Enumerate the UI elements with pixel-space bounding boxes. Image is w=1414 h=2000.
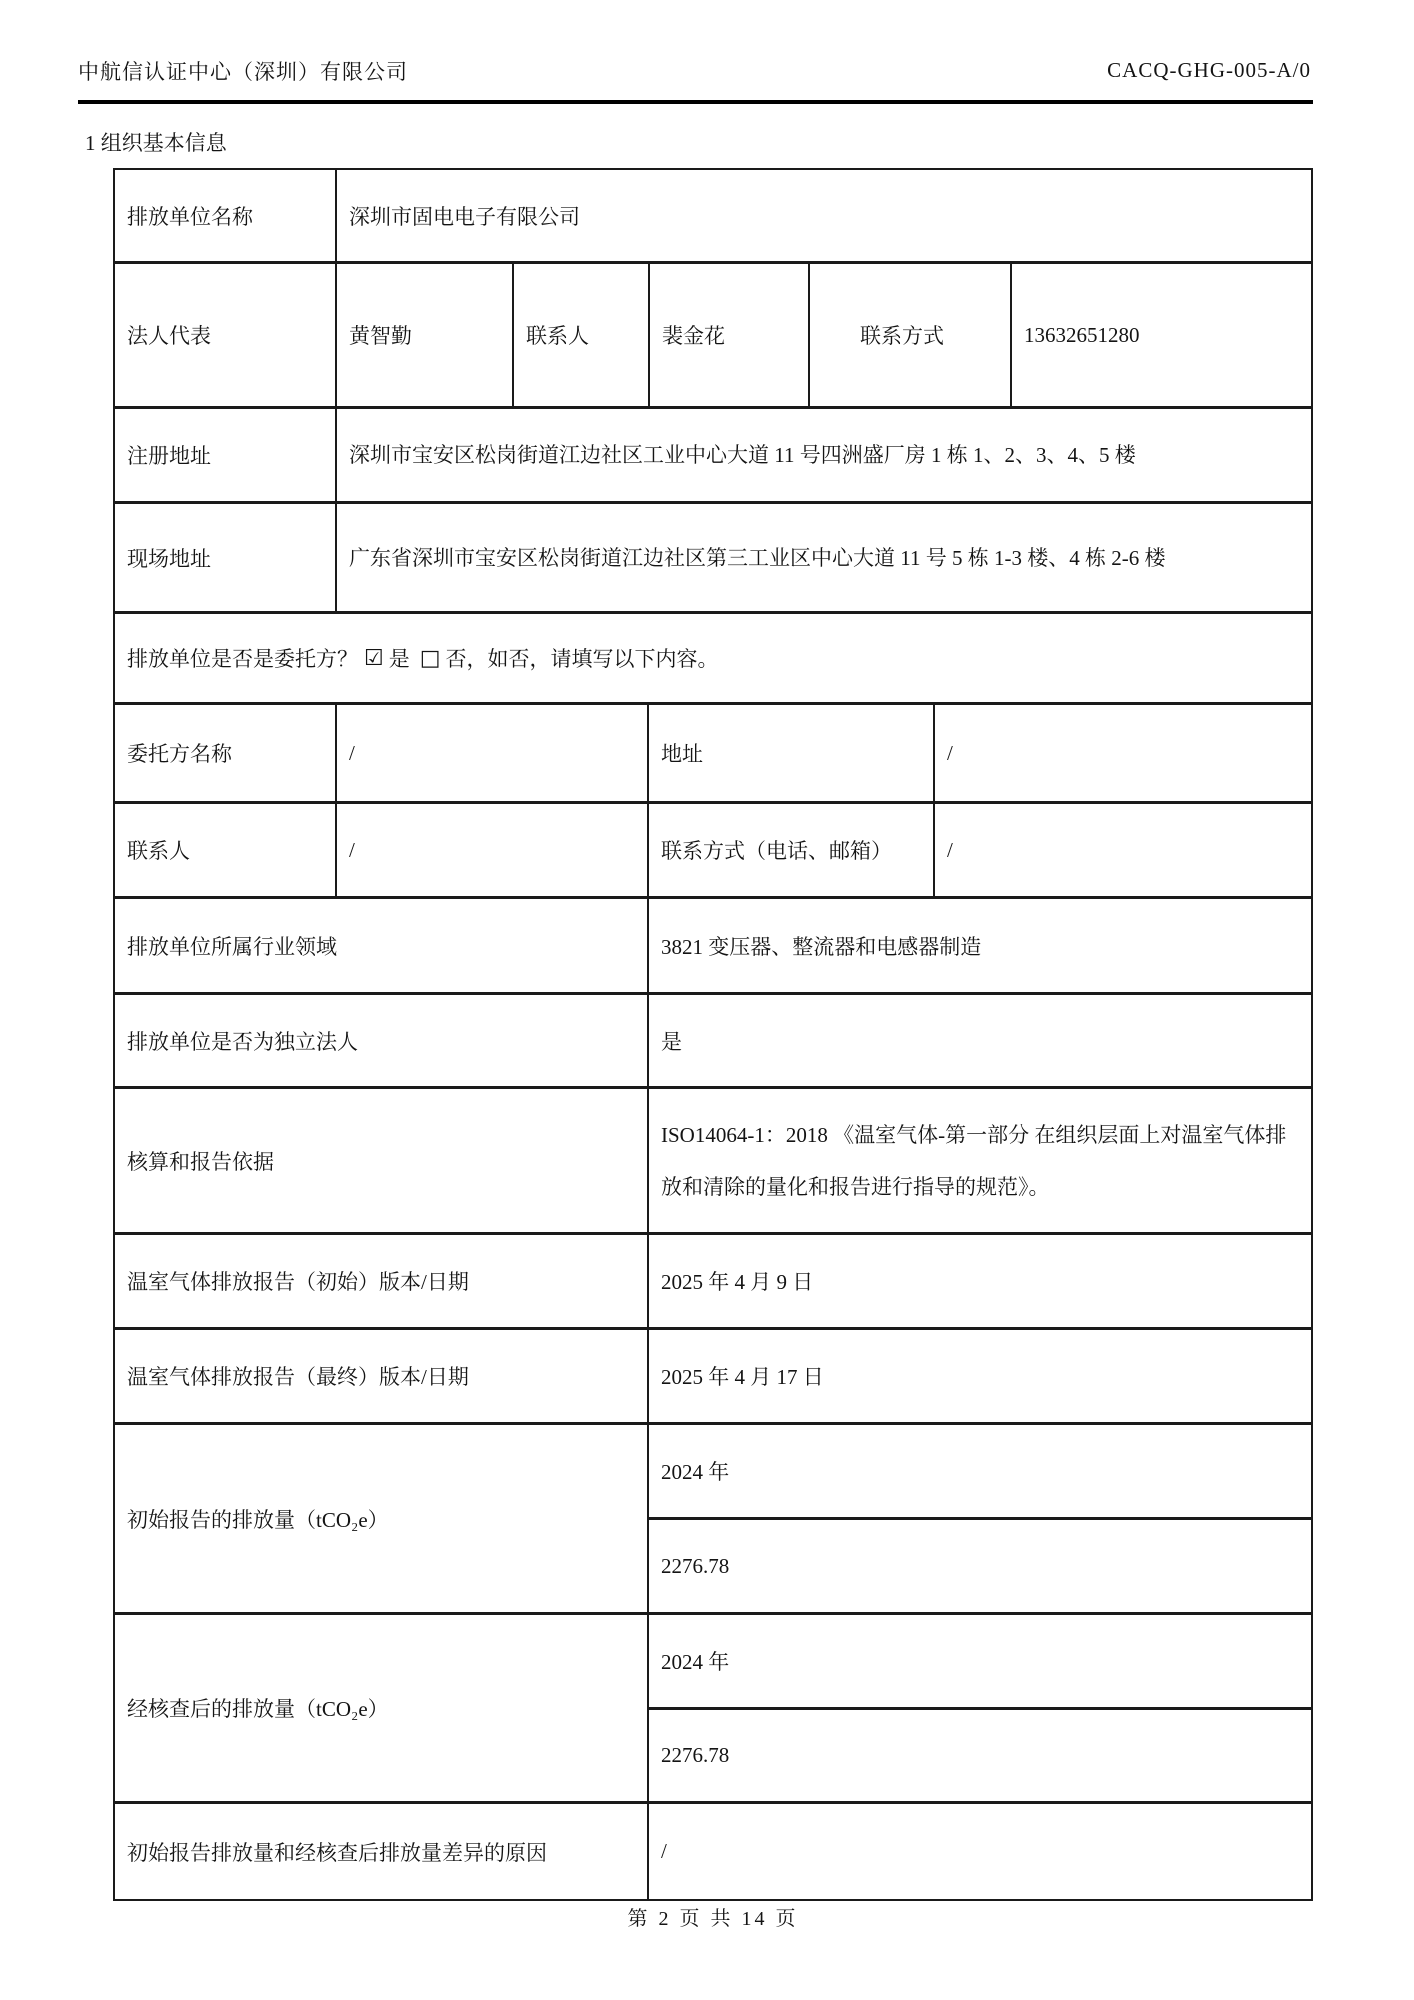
verified-emission-value: 2276.78: [661, 1742, 730, 1767]
table-row-site-address: [115, 504, 1311, 614]
site-address-label: 现场地址: [115, 504, 337, 611]
site-address-value: 广东省深圳市宝安区松岗街道江边社区第三工业区中心大道 11 号 5 栋 1-3 楼、4 栋 2-6 楼: [349, 545, 1166, 570]
independent-label: 排放单位是否为独立法人: [115, 995, 649, 1086]
table-row-unit-name: [115, 170, 1311, 264]
table-row-initial-report: [115, 1235, 1311, 1330]
final-report-value: 2025 年 4 月 17 日: [661, 1365, 824, 1389]
basis-value: ISO14064-1：2018 《温室气体-第一部分 在组织层面上对温室气体排放和清除的量化和报告进行指导的规范》。: [661, 1122, 1287, 1199]
checked-checkbox-icon: ☑: [364, 645, 384, 671]
difference-reason-value: /: [661, 1839, 667, 1863]
legal-rep-label: 法人代表: [115, 264, 337, 406]
table-row-verified-emission: [115, 1615, 1311, 1804]
table-row-final-report: [115, 1330, 1311, 1425]
contact-value: 裴金花: [650, 264, 810, 406]
client-contact-label: 联系人: [115, 804, 337, 896]
initial-report-value: 2025 年 4 月 9 日: [661, 1270, 814, 1294]
client-name-value: /: [337, 705, 649, 801]
section-title: 1 组织基本信息: [85, 131, 227, 155]
unit-name-label: 排放单位名称: [115, 170, 337, 261]
independent-value: 是: [661, 1029, 682, 1054]
header-rule: [78, 100, 1313, 104]
initial-report-label: 温室气体排放报告（初始）版本/日期: [115, 1235, 649, 1327]
table-row-client-question: [115, 614, 1311, 705]
unchecked-checkbox-icon: □: [419, 645, 441, 671]
initial-emission-values: [649, 1425, 1311, 1612]
header-company-name: 中航信认证中心（深圳）有限公司: [78, 60, 408, 84]
table-row-client-contact: [115, 804, 1311, 899]
client-address-label: 地址: [649, 705, 935, 801]
client-phone-label: 联系方式（电话、邮箱）: [649, 804, 935, 896]
client-phone-value: /: [947, 837, 953, 862]
client-question-yes-label: 是: [388, 647, 410, 671]
client-name-label: 委托方名称: [115, 705, 337, 801]
registered-address-label: 注册地址: [115, 409, 337, 501]
table-row-industry: [115, 899, 1311, 995]
basis-label: 核算和报告依据: [115, 1089, 649, 1232]
client-address-value: /: [947, 740, 953, 765]
verified-emission-values: [649, 1615, 1311, 1801]
table-row-basis: [115, 1089, 1311, 1235]
header-doc-code: CACQ-GHG-005-A/0: [1107, 58, 1311, 82]
verified-emission-year: 2024 年: [649, 1615, 1311, 1710]
client-question-no-label: 否，如否，请填写以下内容。: [445, 647, 719, 671]
client-question-cell: [115, 614, 1311, 702]
table-row-initial-emission: [115, 1425, 1311, 1615]
table-row-client-name: [115, 705, 1311, 804]
table-row-legal-rep: [115, 264, 1311, 409]
client-question-text: 排放单位是否是委托方？: [127, 647, 358, 671]
difference-reason-label: 初始报告排放量和经核查后排放量差异的原因: [115, 1804, 649, 1899]
industry-value: 3821 变压器、整流器和电感器制造: [661, 934, 982, 959]
phone-value: 13632651280: [1024, 322, 1140, 347]
registered-address-value: 深圳市宝安区松岗街道江边社区工业中心大道 11 号四洲盛厂房 1 栋 1、2、3、4、5 楼: [349, 443, 1136, 467]
page-number: 第 2 页 共 14 页: [627, 1908, 799, 1930]
client-contact-value: /: [337, 804, 649, 896]
table-row-registered-address: [115, 409, 1311, 504]
contact-label: 联系人: [514, 264, 650, 406]
legal-rep-value: 黄智勤: [337, 264, 514, 406]
table-row-difference-reason: [115, 1804, 1311, 1899]
initial-emission-year: 2024 年: [649, 1425, 1311, 1520]
industry-label: 排放单位所属行业领域: [115, 899, 649, 992]
initial-emission-label: 初始报告的排放量（tCO₂e）: [115, 1425, 649, 1612]
org-info-table: [113, 168, 1313, 1901]
table-row-independent: [115, 995, 1311, 1089]
phone-label: 联系方式: [810, 264, 1012, 406]
verified-emission-label: 经核查后的排放量（tCO₂e）: [115, 1615, 649, 1801]
final-report-label: 温室气体排放报告（最终）版本/日期: [115, 1330, 649, 1422]
initial-emission-value: 2276.78: [661, 1553, 730, 1578]
unit-name-value: 深圳市固电电子有限公司: [349, 204, 580, 229]
